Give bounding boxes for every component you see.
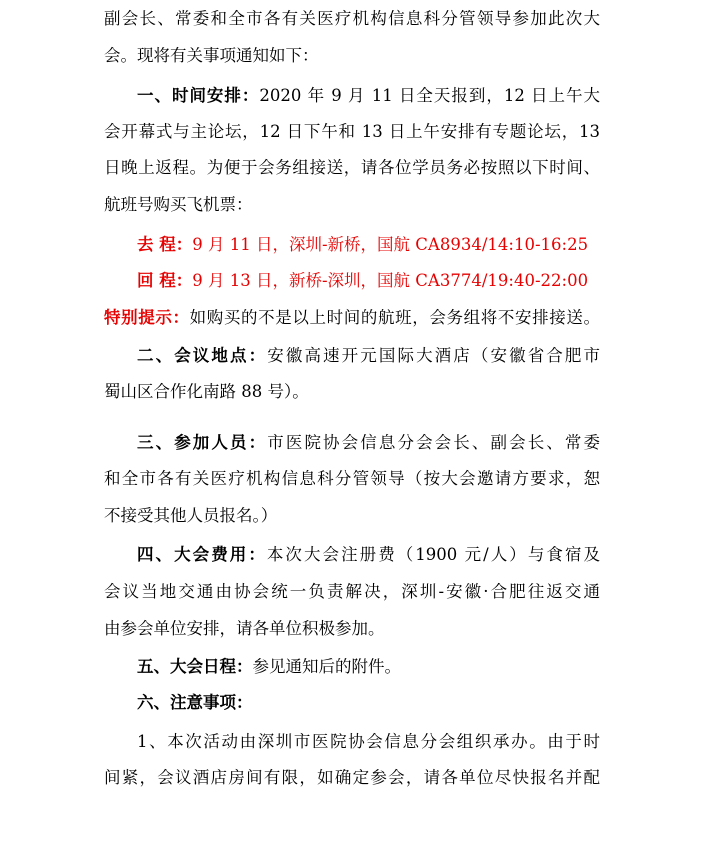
section-time-line-4: 航班号购买飞机票： (104, 195, 253, 214)
section-venue-heading: 二、会议地点： (137, 346, 268, 365)
section-schedule-heading: 五、大会日程： (137, 657, 253, 676)
intro-line-2: 会。现将有关事项通知如下： (104, 46, 319, 65)
section-attendees-line-1 (104, 431, 600, 455)
section-time-text-1: 2020 年 9 月 11 日全天报到，12 日上午大 (259, 86, 601, 105)
section-notes-heading: 六、注意事项： (137, 693, 253, 712)
return-flight-line (104, 269, 600, 293)
section-notes-line-1: 1、本次活动由深圳市医院协会信息分会组织承办。由于时 (137, 732, 600, 751)
section-notes-line-2: 间紧，会议酒店房间有限，如确定参会，请各单位尽快报名并配 (104, 768, 600, 787)
return-label: 回 程： (137, 271, 193, 290)
section-fees-line-3: 由参会单位安排，请各单位积极参加。 (104, 619, 385, 638)
section-time-line-3: 日晚上返程。为便于会务组接送，请各位学员务必按照以下时间、 (104, 158, 600, 177)
section-attendees-line-2: 和全市各有关医疗机构信息科分管领导（按大会邀请方要求，恕 (104, 469, 600, 488)
outbound-flight-line (104, 233, 600, 257)
section-fees-text-1: 本次大会注册费（1900 元/人）与食宿及 (266, 545, 601, 564)
section-schedule-line (104, 655, 600, 679)
return-text: 9 月 13 日，新桥-深圳，国航 CA3774/19:40-22:00 (192, 271, 589, 290)
outbound-text: 9 月 11 日，深圳-新桥，国航 CA8934/14:10-16:25 (192, 235, 589, 254)
section-fees-heading: 四、大会费用： (137, 545, 267, 564)
intro-line-1: 副会长、常委和全市各有关医疗机构信息科分管领导参加此次大 (104, 9, 600, 28)
section-schedule-text: 参见通知后的附件。 (252, 657, 401, 676)
section-venue-text-1: 安徽高速开元国际大酒店（安徽省合肥市 (267, 346, 601, 365)
outbound-label: 去 程： (137, 235, 193, 254)
section-venue-line-1 (104, 344, 600, 368)
section-time-line-1 (104, 84, 600, 108)
section-attendees-heading: 三、参加人员： (137, 433, 268, 452)
special-tip-line (104, 306, 600, 330)
section-venue-line-2: 蜀山区合作化南路 88 号）。 (104, 382, 309, 401)
special-tip-label: 特别提示： (104, 308, 190, 327)
section-attendees-text-1: 市医院协会信息分会会长、副会长、常委 (267, 433, 601, 452)
section-fees-line-2: 会议当地交通由协会统一负责解决，深圳-安徽·合肥往返交通 (104, 582, 600, 601)
section-attendees-line-3: 不接受其他人员报名。） (104, 506, 278, 525)
section-notes-heading-line (104, 691, 600, 715)
section-fees-line-1 (104, 543, 600, 567)
special-tip-text: 如购买的不是以上时间的航班，会务组将不安排接送。 (189, 308, 600, 327)
section-time-line-2: 会开幕式与主论坛，12 日下午和 13 日上午安排有专题论坛，13 (104, 122, 600, 141)
section-time-heading: 一、时间安排： (137, 86, 260, 105)
